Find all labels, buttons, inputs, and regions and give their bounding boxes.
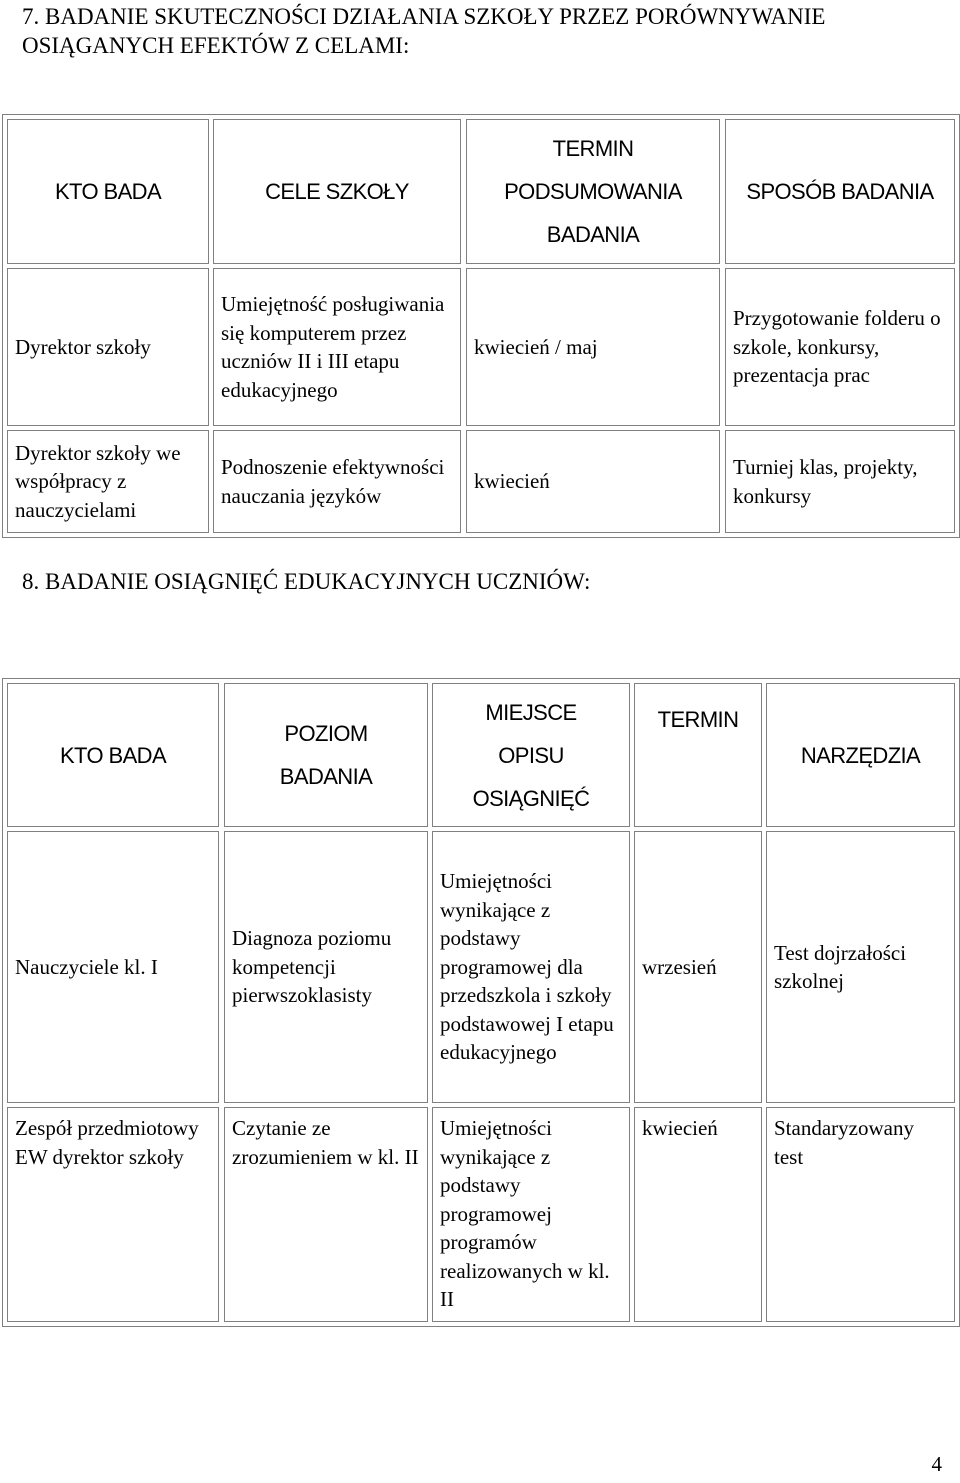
table-cell-termin: kwiecień: [634, 1107, 762, 1322]
table-cell-kto: Dyrektor szkoły: [7, 268, 209, 426]
header-kto-bada: KTO BADA: [7, 119, 209, 264]
section-8-heading: 8. BADANIE OSIĄGNIĘĆ EDUKACYJNYCH UCZNIÓW:: [22, 569, 591, 594]
table-cell-kto: Dyrektor szkoły we współpracy z nauczycielami: [7, 430, 209, 533]
table-cell-cel: Podnoszenie efektywności nauczania języków: [213, 430, 461, 533]
header-narzedzia: NARZĘDZIA: [766, 683, 955, 827]
page-number: 4: [931, 1452, 942, 1476]
table-cell-sposob: Przygotowanie folderu o szkole, konkursy, prezentacja prac: [725, 268, 955, 426]
table-cell-termin: kwiecień: [466, 430, 720, 533]
table-cell-kto: Zespół przedmiotowy EW dyrektor szkoły: [7, 1107, 219, 1322]
header-kto-bada: KTO BADA: [7, 683, 219, 827]
table-cell-termin: wrzesień: [634, 831, 762, 1103]
section-7-heading: 7. BADANIE SKUTECZNOŚCI DZIAŁANIA SZKOŁY PRZEZ PORÓWNYWANIE OSIĄGANYCH EFEKTÓW Z CELAMI:: [22, 4, 826, 58]
table-cell-sposob: Turniej klas, projekty, konkursy: [725, 430, 955, 533]
header-miejsce-opisu: MIEJSCE OPISU OSIĄGNIĘĆ: [432, 683, 630, 827]
table-cell-miejsce: Umiejętności wynikające z podstawy programowej dla przedszkola i szkoły podstawowej I etapu edukacyjnego: [432, 831, 630, 1103]
table-cell-narzedzia: Test dojrzałości szkolnej: [766, 831, 955, 1103]
table-cell-poziom: Czytanie ze zrozumieniem w kl. II: [224, 1107, 428, 1322]
table-cell-termin: kwiecień / maj: [466, 268, 720, 426]
header-termin: TERMIN: [634, 683, 762, 827]
table-cell-narzedzia: Standaryzowany test: [766, 1107, 955, 1322]
header-poziom-badania: POZIOM BADANIA: [224, 683, 428, 827]
table-cell-cel: Umiejętność posługiwania się komputerem przez uczniów II i III etapu edukacyjnego: [213, 268, 461, 426]
table-cell-miejsce: Umiejętności wynikające z podstawy programowej programów realizowanych w kl. II: [432, 1107, 630, 1322]
header-sposob-badania: SPOSÓB BADANIA: [725, 119, 955, 264]
table-cell-kto: Nauczyciele kl. I: [7, 831, 219, 1103]
table-cell-poziom: Diagnoza poziomu kompetencji pierwszoklasisty: [224, 831, 428, 1103]
header-termin-podsumowania: TERMIN PODSUMOWANIA BADANIA: [466, 119, 720, 264]
header-cele-szkoly: CELE SZKOŁY: [213, 119, 461, 264]
